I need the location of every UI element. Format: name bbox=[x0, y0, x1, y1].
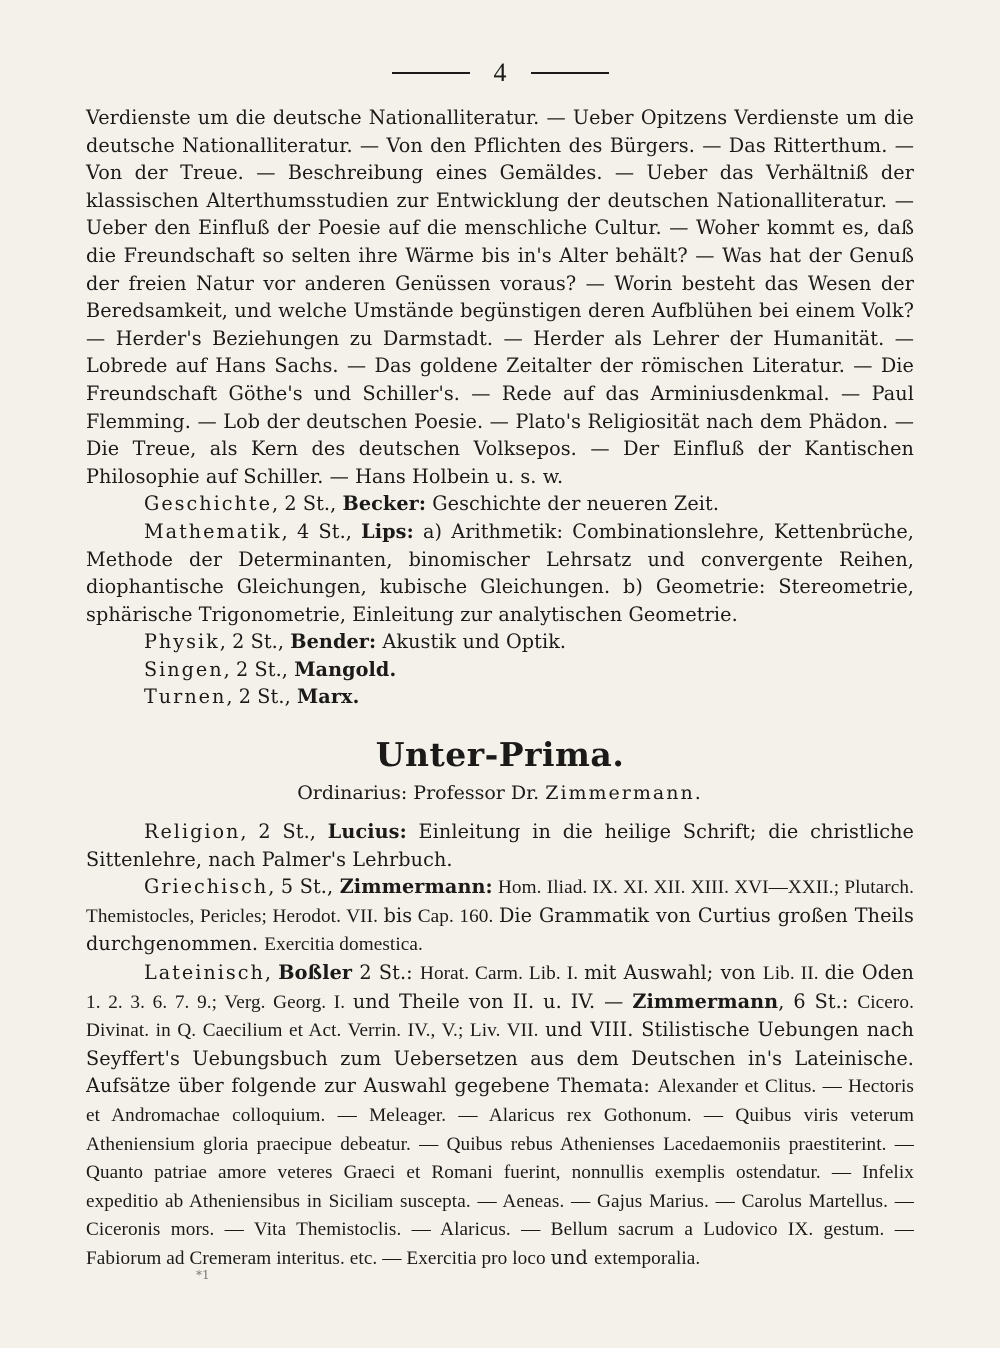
subject-hours: , 5 St., bbox=[268, 875, 340, 899]
ordinarius-label: Ordinarius: Professor Dr. bbox=[297, 782, 540, 805]
page-number: 4 bbox=[493, 58, 507, 87]
subject-hours: , 6 St.: bbox=[778, 989, 858, 1013]
subject-geschichte bbox=[86, 490, 914, 518]
subject-hours: , 2 St., bbox=[226, 685, 297, 709]
essay-topics-paragraph: Verdienste um die deutsche Nationalliteratur. — Ueber Opitzens Verdienste um die deutsche Nationalliteratur. — Von den Pflichten des Bürgers. — Das Ritterthum. — Von der Treue. — Beschreibung eines Gemäldes. — Ueber das Verhältniß der klassischen Alterthumsstudien zur Entwicklung der deutschen Nationalliteratur. — Ueber den Einfluß der Poesie auf die menschliche Cultur. — Woher kommt es, daß die Freundschaft so selten ihre Wärme bis in's Alter behält? — Was hat der Genuß der freien Natur vor anderen Genüssen voraus? — Worin besteht das Wesen der Beredsamkeit, und welche Umstände begünstigen deren Aufblühen bei einem Volk? — Herder's Beziehungen zu Darmstadt. — Herder als Lehrer der Humanität. — Lobrede auf Hans Sachs. — Das goldene Zeitalter der römischen Literatur. — Die Freundschaft Göthe's und Schiller's. — Rede auf das Arminiusdenkmal. — Paul Flemming. — Lob der deutschen Poesie. — Plato's Religiosität nach dem Phädon. — Die Treue, als Kern des deutschen Volksepos. — Der Einfluß der Kantischen Philosophie auf Schiller. — Hans Holbein u. s. w. bbox=[86, 106, 914, 488]
latin-text: extemporalia. bbox=[594, 1247, 701, 1269]
german-text: die Oden bbox=[824, 961, 915, 985]
ordinarius-line bbox=[86, 782, 914, 804]
subject-name: Geschichte bbox=[144, 492, 272, 516]
section-heading: Unter-Prima. bbox=[375, 735, 625, 775]
latin-text: 1. 2. 3. 6. 7. 9.; Verg. Georg. I. bbox=[86, 991, 353, 1013]
header-rule-left bbox=[392, 72, 470, 74]
subject-content: Einleitung in die heilige Schrift; die christliche Sittenlehre, nach Palmer's Lehrbuch. bbox=[86, 820, 914, 871]
subject-name: Religion bbox=[144, 820, 241, 844]
german-text: und bbox=[550, 1245, 595, 1269]
german-text: bis bbox=[383, 903, 413, 927]
latin-text: Horat. Carm. Lib. I. bbox=[420, 963, 585, 985]
subject-teacher: Zimmermann bbox=[632, 989, 779, 1013]
subject-singen bbox=[86, 656, 914, 684]
subject-name: Singen bbox=[144, 657, 224, 681]
subject-griechisch bbox=[86, 873, 914, 959]
german-text: Die Grammatik von Curtius großen Theils durchgenommen. bbox=[86, 903, 914, 956]
subject-teacher: Lips: bbox=[361, 519, 414, 543]
german-text: mit Auswahl; von bbox=[584, 961, 763, 985]
subject-content: Geschichte der neueren Zeit. bbox=[426, 492, 720, 516]
latin-text: Hom. Iliad. IX. XI. XII. XIII. XVI—XXII.; Plutarch. Themistocles, Pericles; Herodot. VII. bbox=[86, 877, 914, 927]
subject-content: a) Arithmetik: Combinationslehre, Kettenbrüche, Methode der Determinanten, binomischer Lehrsatz und convergente Reihen, diophantische Gleichungen, kubische Gleichungen. b) Geometrie: Stereometrie, sphärische Trigonometrie, Einleitung zur analytischen Geometrie. bbox=[86, 519, 914, 626]
page-header bbox=[86, 56, 914, 90]
latin-text: Alexander et Clitus. — Hectoris et Andromachae colloquium. — Meleager. — Alaricus rex Gothonum. — Quibus viris veterum Atheniensium gloria praecipue debeatur. — Quibus rebus Athenienses Lacedaemoniis praestiterint. — Quanto patriae amore veteres Graeci et Romani fuerint, nonnullis exemplis ostendatur. — Infelix expeditio ab Atheniensibus in Siciliam suscepta. — Aeneas. — Gajus Marius. — Carolus Martellus. — Ciceronis mors. — Vita Themistoclis. — Alaricus. — Bellum sacrum a Ludovico IX. gestum. — Fabiorum ad Cremeram interitus. etc. — Exercitia pro loco bbox=[86, 1076, 914, 1269]
ordinarius-name: Zimmermann. bbox=[545, 782, 703, 805]
subject-turnen bbox=[86, 683, 914, 711]
subject-hours: 2 St.: bbox=[352, 961, 421, 985]
latin-text: Cicero. Divinat. in Q. Caecilium et Act. Verrin. IV., V.; Liv. VII. bbox=[86, 991, 914, 1042]
subject-hours: , 2 St., bbox=[240, 820, 328, 844]
german-text: und Theile von II. u. IV. — bbox=[352, 989, 633, 1013]
subject-teacher: Bender: bbox=[290, 630, 377, 654]
latin-text: Exercitia domestica. bbox=[264, 934, 423, 956]
subject-religion bbox=[86, 818, 914, 873]
subject-hours: , 2 St., bbox=[219, 630, 291, 654]
subject-hours: , 2 St., bbox=[271, 492, 343, 516]
header-rule-right bbox=[531, 72, 609, 74]
latin-text: Lib. II. bbox=[762, 963, 825, 985]
subject-teacher: Zimmermann: bbox=[339, 875, 493, 899]
subject-teacher: Lucius: bbox=[327, 820, 407, 844]
subject-lateinisch: Lateinisch, Boßler 2 St.: Horat. Carm. Lib. I. mit Auswahl; von Lib. II. die Oden 1. 2. 3. 6. 7. 9.; Verg. Georg. I. und Theile von II. u. IV. — Zimmermann, 6 St.: Cicero. Divinat. in Q. Caecilium et Act. Verrin. IV., V.; Liv. VII. und VIII. Stilistische Uebungen nach Seyffert's Uebungsbuch zum Uebersetzen aus dem Deutschen in's Lateinische. Aufsätze über folgende zur Auswahl gegebene Themata: Alexander et Clitus. — Hectoris et Andromachae colloquium. — Meleager. — Alaricus rex Gothonum. — Quibus viris veterum Atheniensium gloria praecipue debeatur. — Quibus rebus Athenienses Lacedaemoniis praestiterint. — Quanto patriae amore veteres Graeci et Romani fuerint, nonnullis exemplis ostendatur. — Infelix expeditio ab Atheniensibus in Siciliam suscepta. — Aeneas. — Gajus Marius. — Carolus Martellus. — Ciceronis mors. — Vita Themistoclis. — Alaricus. — Bellum sacrum a Ludovico IX. gestum. — Fabiorum ad Cremeram interitus. etc. — Exercitia pro loco und extemporalia. bbox=[86, 961, 915, 1269]
subject-teacher: Mangold. bbox=[294, 657, 397, 681]
subject-name: Turnen bbox=[144, 685, 227, 709]
subject-name: Griechisch bbox=[144, 875, 269, 899]
subject-physik bbox=[86, 628, 914, 656]
latin-text: Cap. 160. bbox=[412, 905, 499, 927]
subject-name: Mathematik bbox=[144, 519, 282, 543]
subject-name: Lateinisch bbox=[144, 961, 265, 985]
subject-mathematik bbox=[86, 518, 914, 628]
subject-content: Akustik und Optik. bbox=[376, 630, 567, 654]
subject-name: Physik bbox=[144, 630, 220, 654]
german-text: und VIII. Stilistische Uebungen nach Seyffert's Uebungsbuch zum Uebersetzen aus dem Deutschen in's Lateinische. Aufsätze über folgende zur Auswahl gegebene Themata: bbox=[86, 1018, 915, 1098]
subject-hours: , 4 St., bbox=[281, 519, 362, 543]
subject-teacher: Marx. bbox=[296, 685, 360, 709]
subject-teacher: Boßler bbox=[278, 961, 353, 985]
subject-teacher: Becker: bbox=[342, 492, 427, 516]
subject-hours: , 2 St., bbox=[223, 657, 295, 681]
footer-mark: *1 bbox=[196, 1268, 210, 1282]
